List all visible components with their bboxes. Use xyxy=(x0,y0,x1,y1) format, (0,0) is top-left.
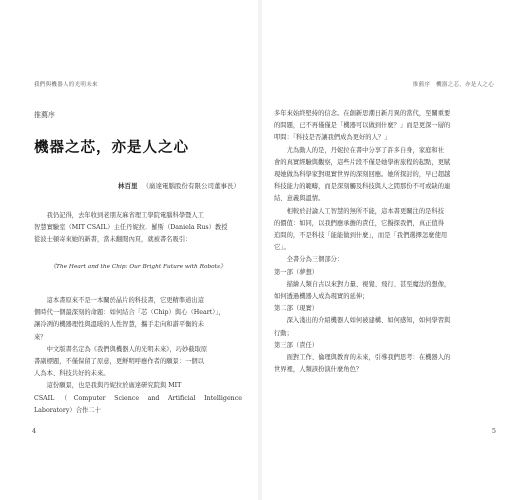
body-line: 會的真實經驗與觀察，這些片段不僅是她學術旅程的起點，更賦 xyxy=(274,158,451,166)
body-line: 相較於討論人工智慧的無所不能，這本書更關注的是科技 xyxy=(286,207,445,215)
author-line xyxy=(118,181,240,190)
body-line: 中文版書名定為《我們與機器人的光明未來》，巧妙截取原 xyxy=(46,345,208,353)
body-line: 追問的，不是科技「能能做到什麼」，而是「我們選擇怎麼使用 xyxy=(274,232,448,240)
body-line: 這本書原來不是一本關於晶片的科技書，它更精準道出這 xyxy=(46,297,205,304)
body-line: 書副標題，不僅保留了原意，更鮮明呼應作者的願景：一個以 xyxy=(34,358,205,366)
left-page-number: 4 xyxy=(32,427,37,435)
section-label: 推薦序 xyxy=(34,111,55,119)
body-line: 的價值：如同，以我們應承擔的責任，它擬探我們，真正值得 xyxy=(274,219,445,227)
intro-line: 從波士頓寄來她的新書，當未翻閱內頁，就被書名吸引： xyxy=(34,236,192,244)
chapter-title: 機器之芯，亦是人之心 xyxy=(34,139,189,156)
body-line: 描繪人類自古以來對力量、視覺、飛行、甚至魔法的想像， xyxy=(286,280,451,288)
body-line: 第三部（責任） xyxy=(274,341,319,349)
body-line: 個時代一個最深刻的命題：如何結合「芯（Chip）與心（Heart）」， xyxy=(34,309,225,317)
body-line: 它」。 xyxy=(274,244,290,252)
body-line: 叩問：「科技是否讓我們成為更好的人？」 xyxy=(274,134,391,142)
right-page xyxy=(262,0,520,500)
body-line: 來？ xyxy=(34,333,47,341)
intro-paragraph xyxy=(34,210,242,247)
body-line: 尤為動人的是，丹妮拉在書中分享了許多自身，家庭和社 xyxy=(286,146,445,154)
body-line: CSAIL（Computer Science and Artificial Intelligence Laboratory）合作二十 xyxy=(34,394,242,414)
body-line: 深入淺出的介紹機器人如何被建構、如何感知，如何學習與 xyxy=(286,317,451,325)
body-line: 結、意義與溫情。 xyxy=(274,195,325,203)
body-paragraph xyxy=(274,145,494,206)
body-paragraph xyxy=(274,108,494,145)
body-paragraph xyxy=(274,303,494,315)
body-paragraph xyxy=(274,352,494,376)
quoted-book-title: 《The Heart and the Chip: Our Bright Future with Robots》 xyxy=(50,264,226,270)
body-line: 全書分為三個部分： xyxy=(286,256,344,264)
author-affiliation: （廣達電腦股份有限公司董事長） xyxy=(142,182,240,190)
body-paragraph xyxy=(274,267,494,279)
body-line: 現她做為科學家對現實世界的深刻回應。她所探討的，早已超越 xyxy=(274,171,451,179)
intro-line: 智慧實驗室（MIT CSAIL）主任丹妮拉．羅斯（Daniela Rus）教授 xyxy=(34,224,228,232)
left-running-head: 我們與機器人的光明未來 xyxy=(34,82,98,88)
body-paragraph xyxy=(274,315,494,339)
body-line: 的問題，已不再僅僅是「機器可以做到什麼？」而是更深一層的 xyxy=(274,122,451,130)
body-line: 第二部（現實） xyxy=(274,305,319,313)
body-paragraphs xyxy=(34,295,242,417)
body-line: 讓冷冽的機器理性與溫暖的人性智慧，攜手走向和諧平衡的未 xyxy=(34,321,205,329)
body-paragraph xyxy=(274,206,494,255)
body-line: 行動； xyxy=(274,329,293,337)
body-line: 這份願景，也是我與丹妮拉於廣達研究院與 MIT xyxy=(46,382,182,390)
right-running-head: 推薦序 機器之芯，亦是人之心 xyxy=(412,82,494,88)
body-line: 第一部（夢想） xyxy=(274,268,319,276)
body-line: 世界裡，人類該扮演什麼角色？ xyxy=(274,366,363,374)
right-page-number: 5 xyxy=(491,427,496,435)
body-paragraph xyxy=(274,254,494,266)
body-paragraph xyxy=(274,279,494,303)
body-line: 面對工作、倫理與教育的未來，引導我們思考：在機器人的 xyxy=(286,354,451,362)
intro-line: 我仍記得，去年收到老朋友麻省理工學院電腦科學暨人工 xyxy=(46,212,205,219)
body-line: 科技能力的範疇，而是深刻觸及科技與人之間那份不可或缺的連 xyxy=(274,183,451,191)
author-name: 林百里 xyxy=(118,182,138,190)
body-paragraph xyxy=(274,340,494,352)
left-page xyxy=(0,0,258,500)
right-body-text xyxy=(274,108,494,376)
body-line: 人為本、科技共好的未來。 xyxy=(34,370,110,378)
body-line: 如何透過機器人成為現實的延伸； xyxy=(274,293,369,301)
body-line: 多年來始終堅持的信念。在創新思潮日新月異的當代，至關重要 xyxy=(274,110,451,117)
